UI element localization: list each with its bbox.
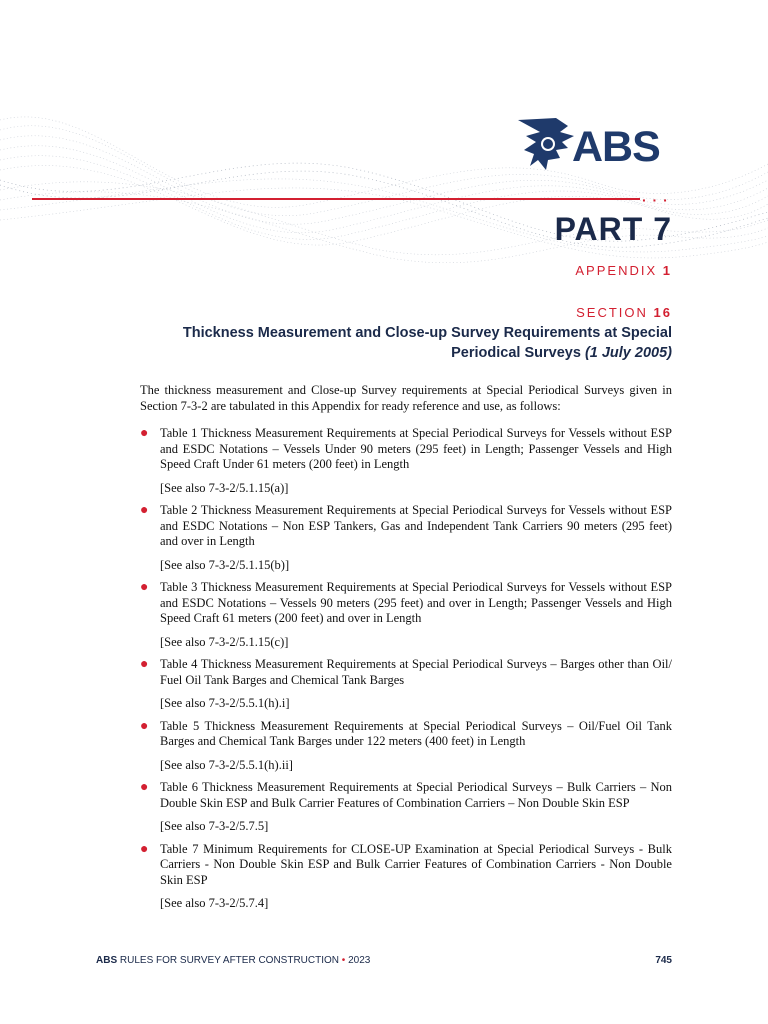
appendix-number: 1 (662, 263, 672, 278)
bullet-icon: ● (140, 841, 149, 857)
intro-paragraph: The thickness measurement and Close-up Survey requirements at Special Periodical Surveys given in Section 7-3-2 are tabulated in this Appendix for ready reference and use, as follows: (140, 383, 672, 413)
list-item-text: Table 1 Thickness Measurement Requirements at Special Periodical Surveys for Vessels without ESP and ESDC Notations – Vessels Under 90 meters (295 feet) in Length; Passenger Vessels and High Speed Craft Under 61 meters (200 feet) in Length (160, 426, 672, 471)
see-also-reference: [See also 7-3-2/5.7.5] (160, 819, 269, 833)
page-footer (96, 955, 370, 966)
list-item-text: Table 3 Thickness Measurement Requirements at Special Periodical Surveys for Vessels without ESP and ESDC Notations – Vessels 90 meters (295 feet) and over in Length; Passenger Vessels and High Speed Craft 61 meters (200 feet) and over in Length (160, 580, 672, 625)
see-also-reference: [See also 7-3-2/5.1.15(c)] (160, 634, 289, 649)
see-also-reference: [See also 7-3-2/5.5.1(h).ii] (160, 757, 293, 772)
appendix-heading (575, 263, 672, 278)
bullet-icon: ● (140, 503, 149, 518)
section-title (112, 323, 672, 363)
list-item (140, 719, 672, 774)
section-heading (576, 305, 672, 320)
section-number: 16 (653, 305, 672, 320)
footer-title: RULES FOR SURVEY AFTER CONSTRUCTION (119, 955, 340, 966)
list-item-text: Table 7 Minimum Requirements for CLOSE-UP Examination at Special Periodical Surveys - Bulk Carriers - Non Double Skin ESP and Bulk Carrier Features of Combination Carriers - Non Double Skin ESP (160, 841, 672, 887)
list-item (140, 580, 672, 650)
bullet-icon: ● (140, 780, 149, 795)
list-item (140, 426, 672, 496)
footer-year: 2023 (348, 955, 371, 966)
header-red-rule (32, 198, 640, 200)
see-also-reference: [See also 7-3-2/5.5.1(h).i] (160, 696, 290, 710)
see-also-reference: [See also 7-3-2/5.7.4] (160, 896, 269, 910)
table-list (140, 426, 672, 912)
list-item-text: Table 2 Thickness Measurement Requirements at Special Periodical Surveys for Vessels without ESP and ESDC Notations – Non ESP Tankers, Gas and Independent Tank Carriers 90 meters (295 feet) and over in Length (160, 503, 672, 548)
part-heading: PART 7 (554, 211, 672, 247)
page-number: 745 (655, 955, 672, 966)
section-word: SECTION (576, 305, 648, 320)
section-title-text: Thickness Measurement and Close-up Survey Requirements at Special Periodical Surveys (182, 325, 672, 361)
appendix-word: APPENDIX (575, 263, 658, 278)
footer-separator: • (341, 955, 346, 966)
list-item-text: Table 6 Thickness Measurement Requirements at Special Periodical Surveys – Bulk Carriers – Non Double Skin ESP and Bulk Carrier Features of Combination Carriers – Non Double Skin ESP (160, 780, 672, 810)
section-title-date: (1 July 2005) (584, 345, 672, 361)
abs-logo-text: ABS (572, 123, 660, 171)
see-also-reference: [See also 7-3-2/5.1.15(b)] (160, 557, 290, 572)
list-item (140, 842, 672, 912)
bullet-icon: ● (140, 580, 149, 595)
list-item-text: Table 4 Thickness Measurement Requirements at Special Periodical Surveys – Barges other than Oil/ Fuel Oil Tank Barges and Chemical Tank Barges (160, 657, 672, 687)
footer-brand: ABS (96, 955, 118, 966)
list-item (140, 657, 672, 712)
see-also-reference: [See also 7-3-2/5.1.15(a)] (160, 480, 289, 495)
header-red-dots: · · · (642, 192, 669, 208)
list-item (140, 503, 672, 573)
bullet-icon: ● (140, 718, 149, 734)
list-item-text: Table 5 Thickness Measurement Requirements at Special Periodical Surveys – Oil/Fuel Oil Tank Barges and Chemical Tank Barges under 122 meters (400 feet) in Length (160, 718, 672, 748)
bullet-icon: ● (140, 426, 149, 441)
list-item (140, 780, 672, 835)
document-body (140, 383, 672, 919)
bullet-icon: ● (140, 657, 149, 672)
